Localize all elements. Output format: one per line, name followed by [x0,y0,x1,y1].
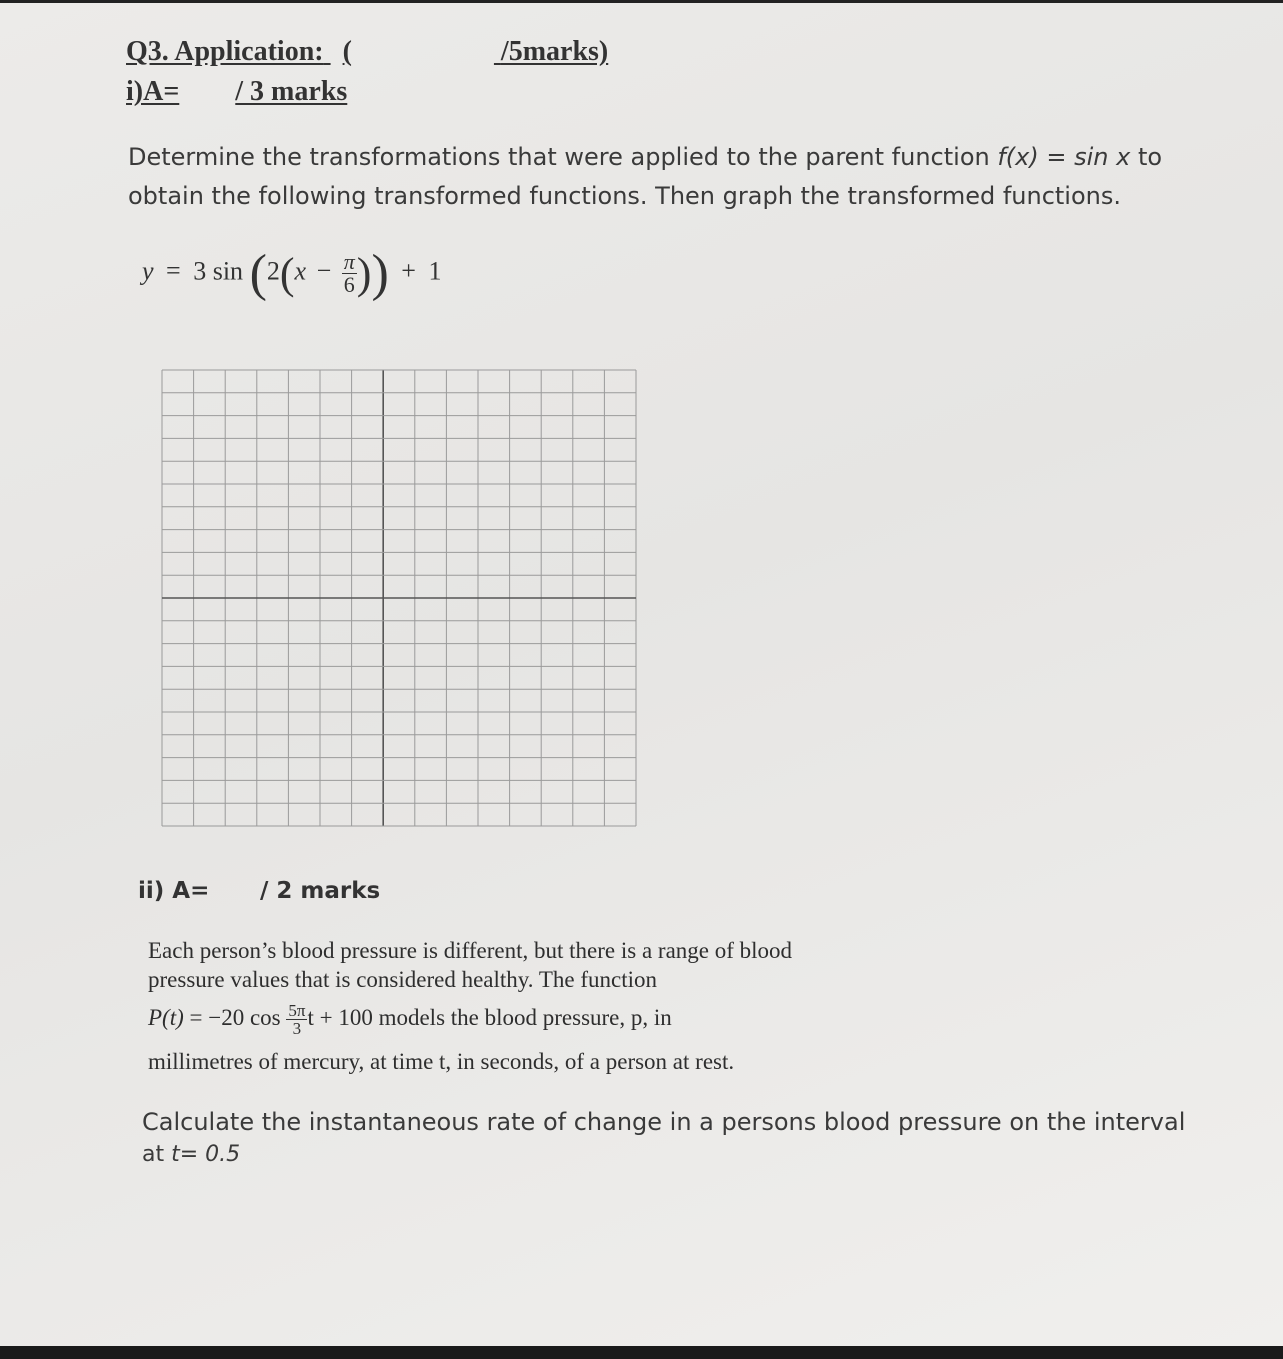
top-edge [0,0,1283,3]
problem-function: P(t) = −20 cos $\frac{5\pi}{3}$ t + 100 models the blood pressure, p, in [148,1001,672,1038]
problem-line-1: Each person’s blood pressure is different, but there is a range of blood [148,938,793,963]
question-line-1: Calculate the instantaneous rate of change in a persons blood pressure on the interval [142,1108,1186,1136]
question-label: Q3. Application: ( /5marks) [126,36,609,67]
instruction-line-1: Determine the transformations that were applied to the parent function f(x) = sin x to [128,143,1163,171]
problem-line-2: pressure values that is considered healthy. The function [148,967,658,992]
transformed-equation: y = 3 sin (2(x − $\frac{\pi}{6}$ )) + 1 [142,245,442,302]
part-i-label: i)A= / 3 marks [126,76,348,107]
problem-line-4: millimetres of mercury, at time t, in seconds, of a person at rest. [148,1049,735,1074]
graph-grid[interactable] [160,368,638,828]
part-ii-marks: / 2 marks [260,878,381,904]
grid-svg [160,368,638,828]
part-ii-label: ii) A= [138,878,210,904]
instruction-line-2: obtain the following transformed functions. Then graph the transformed functions. [128,182,1121,210]
question-line-2: at t= 0.5 [142,1142,241,1167]
